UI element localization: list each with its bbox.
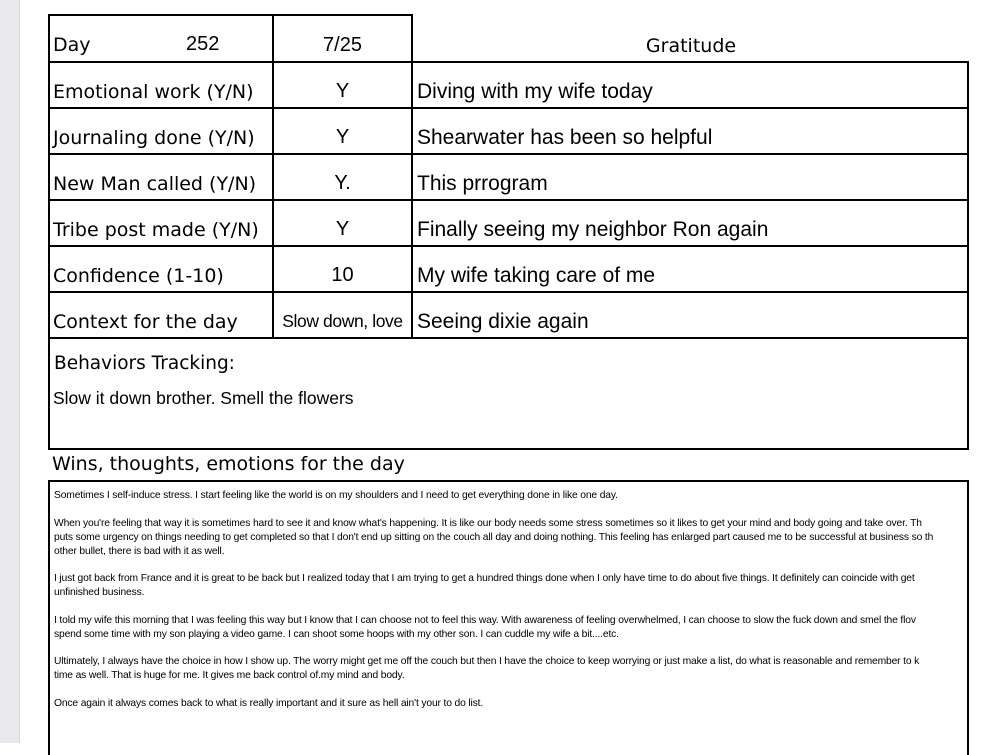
row-label [48,291,274,339]
notes-line: unfinished business. [54,587,145,598]
gratitude-entry [411,153,969,201]
notes-paragraph [54,655,967,683]
row-label-text: Context for the day [53,311,238,333]
page-margin-strip [0,0,20,743]
notes-line: I just got back from France and it is great to be back but I realized today that I am trying to get a hundred things done when I only have time to do about five things. It definitely can coincide with get [54,573,915,584]
notes-paragraph [54,572,967,600]
day-label: Day [53,34,91,56]
notes-line: time as well. That is huge for me. It gives me back control of.my mind and body. [54,670,405,681]
row-value [272,107,413,155]
notes-paragraph [54,489,967,503]
behaviors-tracking-text: Slow it down brother. Smell the flowers [53,388,354,408]
gratitude-entry [411,107,969,155]
notes-paragraph [54,517,967,559]
day-number: 252 [186,33,220,55]
gratitude-heading-cell [411,14,969,63]
row-label-text: New Man called (Y/N) [53,173,257,195]
gratitude-text: This prrogram [417,172,548,195]
notes-line: When you're feeling that way it is sometimes hard to see it and know what's happening. It is like our body needs some stress sometimes so it likes to get your mind and body going and take over. Th [54,517,922,529]
row-label-text: Journaling done (Y/N) [53,127,255,149]
notes-line: Ultimately, I always have the choice in how I show up. The worry might get me off the couch but then I have the choice to keep worrying or just make a list, do what is reasonable and remember to k [54,656,920,667]
row-value-text: Y. [334,172,351,194]
day-cell [48,14,274,63]
row-value [272,153,413,201]
row-value [272,61,413,109]
row-label [48,61,274,109]
row-value [272,291,413,339]
row-label [48,107,274,155]
row-label-text: Emotional work (Y/N) [53,81,254,103]
row-label [48,199,274,247]
gratitude-text: Seeing dixie again [417,310,589,333]
row-value-text: Y [335,126,350,148]
behaviors-tracking-box [48,337,969,450]
wins-notes-box [48,480,969,755]
gratitude-heading: Gratitude [645,35,737,57]
wins-section-title: Wins, thoughts, emotions for the day [52,453,405,475]
row-label [48,153,274,201]
gratitude-text: Diving with my wife today [417,80,653,103]
notes-line: Once again it always comes back to what is really important and it sure as hell ain't your to do list. [54,697,484,709]
gratitude-entry [411,199,969,247]
row-value-text: Y [335,218,350,240]
notes-line: I told my wife this morning that I was feeling this way but I know that I can choose not to feel this way. With awareness of feeling overwhelmed, I can choose to slow the fuck down and smel the flov [54,614,916,626]
row-value-text: Slow down, love [282,311,403,331]
gratitude-text: Shearwater has been so helpful [417,126,713,149]
behaviors-tracking-title: Behaviors Tracking: [54,353,235,374]
notes-paragraph [54,697,967,711]
notes-line: puts some urgency on things needing to get completed so that I don't end up sitting on the couch all day and doing nothing. This feeling has enlarged part caused me to be successful at business so th [54,531,934,543]
gratitude-entry [411,245,969,293]
row-label-text: Tribe post made (Y/N) [53,219,259,241]
date-cell [272,14,413,63]
row-value [272,245,413,293]
row-label [48,245,274,293]
notes-line: other bullet, there is bad with it as well. [54,545,225,557]
row-value-text: 10 [331,264,354,286]
notes-paragraph [54,614,967,642]
row-value-text: Y [335,80,350,102]
row-value [272,199,413,247]
notes-line: spend some time with my son playing a video game. I can shoot some hoops with my other son. I can cuddle my wife a bit....etc. [54,628,619,640]
row-label-text: Confidence (1-10) [53,265,224,287]
gratitude-entry [411,291,969,339]
gratitude-text: Finally seeing my neighbor Ron again [417,218,769,241]
date-value: 7/25 [323,34,362,56]
gratitude-text: My wife taking care of me [417,264,656,287]
gratitude-entry [411,61,969,109]
notes-line: Sometimes I self-induce stress. I start feeling like the world is on my shoulders and I need to get everything done in like one day. [54,490,618,501]
